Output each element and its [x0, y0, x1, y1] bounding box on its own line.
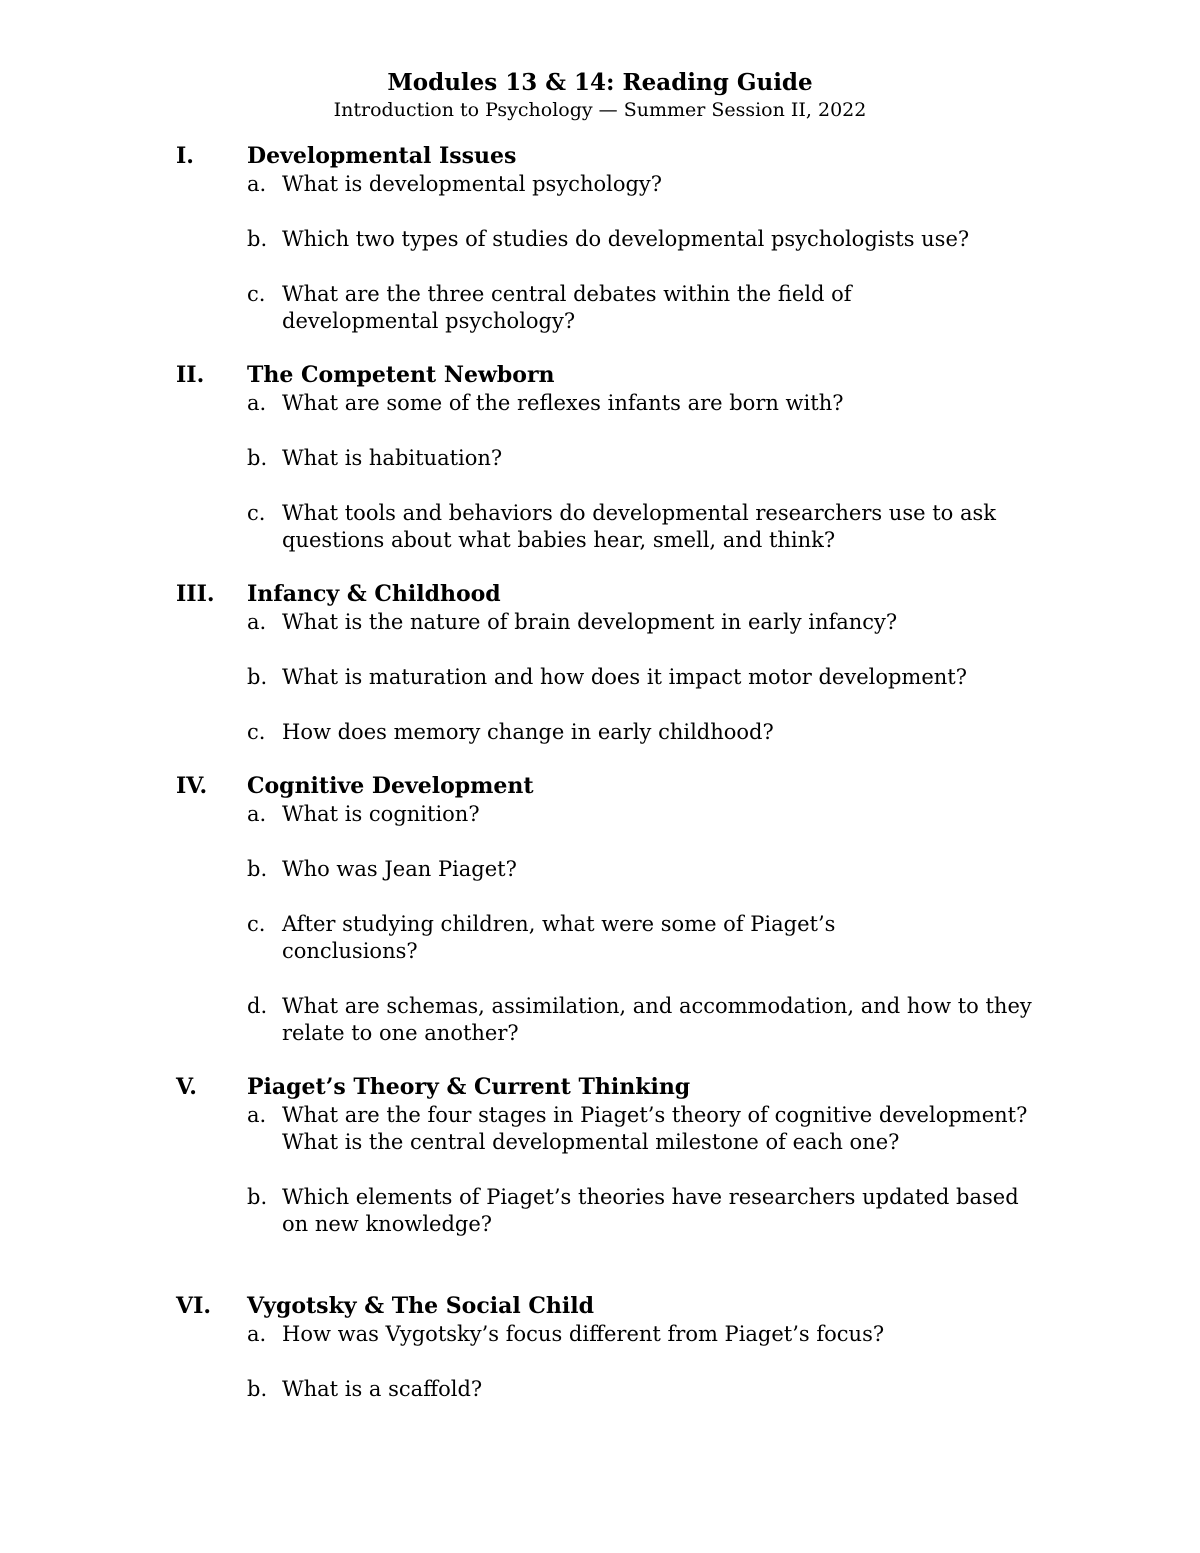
document-subtitle: Introduction to Psychology — Summer Session II, 2022: [333, 99, 867, 121]
question-item: [0, 856, 1200, 883]
question-letter: c.: [247, 720, 266, 744]
question-letter: a.: [247, 610, 267, 634]
section-title: Cognitive Development: [247, 773, 534, 799]
question-letter: b.: [247, 227, 268, 251]
question-text: What are the four stages in Piaget’s theory of cognitive development? What is the central developmental milestone of each one?: [282, 1103, 1028, 1154]
question-text: What is a scaffold?: [282, 1377, 483, 1401]
question-item: [0, 281, 1200, 335]
question-item: [0, 719, 1200, 746]
section-title: Piaget’s Theory & Current Thinking: [247, 1074, 691, 1100]
section-numeral: IV.: [176, 773, 208, 799]
question-text: What is maturation and how does it impact motor development?: [282, 665, 967, 689]
section-heading: [0, 1291, 1200, 1321]
question-item: [0, 801, 1200, 828]
question-text: What is the nature of brain development in early infancy?: [282, 610, 898, 634]
section-cognitive-development: [0, 771, 1200, 1047]
section-title: The Competent Newborn: [247, 362, 555, 388]
document-title: Modules 13 & 14: Reading Guide: [387, 69, 813, 96]
question-letter: d.: [247, 994, 268, 1018]
question-letter: a.: [247, 391, 267, 415]
question-letter: c.: [247, 912, 266, 936]
question-text: Which two types of studies do developmental psychologists use?: [282, 227, 970, 251]
question-item: [0, 609, 1200, 636]
question-text: What are some of the reflexes infants are born with?: [282, 391, 844, 415]
question-item: [0, 226, 1200, 253]
section-heading: [0, 771, 1200, 801]
question-text: What is cognition?: [282, 802, 480, 826]
question-item: [0, 1102, 1200, 1156]
section-numeral: III.: [176, 581, 215, 607]
section-piaget-theory: [0, 1072, 1200, 1238]
section-title: Vygotsky & The Social Child: [247, 1293, 594, 1319]
question-letter: b.: [247, 665, 268, 689]
question-item: [0, 664, 1200, 691]
question-letter: b.: [247, 857, 268, 881]
question-letter: c.: [247, 282, 266, 306]
section-numeral: I.: [176, 143, 194, 169]
question-item: [0, 1321, 1200, 1348]
question-text: What are the three central debates within the field of developmental psychology?: [282, 282, 852, 333]
section-infancy-childhood: [0, 579, 1200, 746]
question-item: [0, 390, 1200, 417]
section-heading: [0, 360, 1200, 390]
question-text: Which elements of Piaget’s theories have researchers updated based on new knowledge?: [282, 1185, 1019, 1236]
question-item: [0, 1376, 1200, 1403]
question-text: After studying children, what were some of Piaget’s conclusions?: [282, 912, 836, 963]
section-numeral: V.: [176, 1074, 197, 1100]
question-item: [0, 445, 1200, 472]
document-header: [0, 68, 1200, 122]
question-letter: a.: [247, 1322, 267, 1346]
question-text: How does memory change in early childhood?: [282, 720, 774, 744]
question-item: [0, 171, 1200, 198]
section-title: Developmental Issues: [247, 143, 517, 169]
question-letter: a.: [247, 802, 267, 826]
question-text: What is developmental psychology?: [282, 172, 663, 196]
question-text: Who was Jean Piaget?: [282, 857, 517, 881]
question-letter: b.: [247, 1185, 268, 1209]
section-numeral: VI.: [176, 1293, 212, 1319]
question-item: [0, 993, 1200, 1047]
section-developmental-issues: [0, 141, 1200, 335]
question-item: [0, 1184, 1200, 1238]
question-text: What are schemas, assimilation, and accommodation, and how to they relate to one another?: [282, 994, 1032, 1045]
section-heading: [0, 1072, 1200, 1102]
question-letter: b.: [247, 1377, 268, 1401]
section-competent-newborn: [0, 360, 1200, 554]
question-item: [0, 500, 1200, 554]
question-text: What is habituation?: [282, 446, 503, 470]
section-numeral: II.: [176, 362, 205, 388]
section-heading: [0, 141, 1200, 171]
question-letter: a.: [247, 172, 267, 196]
question-letter: a.: [247, 1103, 267, 1127]
question-text: What tools and behaviors do developmental researchers use to ask questions about what babies hear, smell, and think?: [282, 501, 996, 552]
question-text: How was Vygotsky’s focus different from Piaget’s focus?: [282, 1322, 885, 1346]
section-heading: [0, 579, 1200, 609]
question-letter: c.: [247, 501, 266, 525]
section-title: Infancy & Childhood: [247, 581, 501, 607]
question-item: [0, 911, 1200, 965]
section-vygotsky: [0, 1291, 1200, 1403]
question-letter: b.: [247, 446, 268, 470]
